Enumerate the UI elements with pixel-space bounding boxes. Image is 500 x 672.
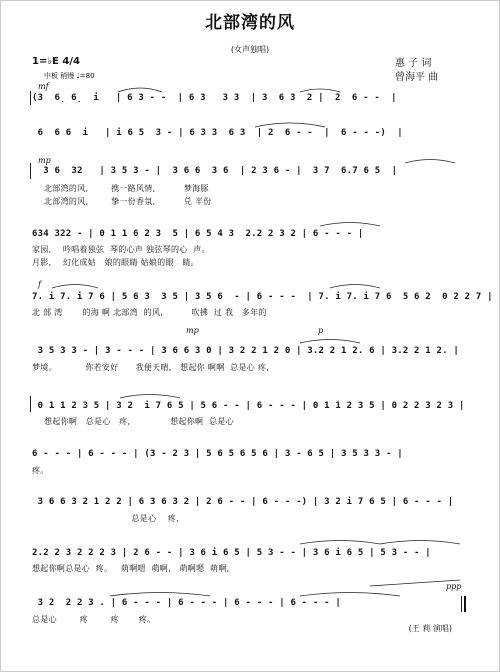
tempo-marking: 中板 稍慢 ♩=80 xyxy=(44,72,95,80)
final-barline xyxy=(461,596,462,612)
dynamic-mark: p xyxy=(318,326,324,335)
notation-line: 2.2 2 3 2 2 2 3 | 2 6 - - | 3 6 i 6 5 | 5 3 - - | 3 6 i 6 5 | 5 3 - - | xyxy=(32,548,431,558)
dynamic-mark: mp xyxy=(38,156,51,165)
notation-line: 3 2 2 2 3 . | 6 - - - | 6 - - - | 6 - - - | 6 - - - | xyxy=(32,598,342,608)
notation-line: 3 5 3 3 - | 3 - - - | 3 6 6 3 0 | 3 2 2 1 2 0 | 3.2 2 1 2. 6 | 3.2 2 1 2. | xyxy=(32,346,460,356)
notation-line: 6 - - - | 6 - - - | (3 - 2 3 | 5 6 5 6 5 6 | 3 - 6 5 | 3 5 3 3 - | xyxy=(32,449,403,459)
performer-credit: (王 莉 演唱) xyxy=(408,624,452,633)
barline xyxy=(30,163,31,179)
dynamic-mark: mf xyxy=(38,82,49,91)
subtitle: (女声独唱) xyxy=(230,45,270,54)
lyric-line: 想起你啊 总是心 疼, 想起你啊 总是心 xyxy=(44,417,234,426)
notation-line: 0 1 1 2 3 5 | 3 2 i 7 6 5 | 5 6 - - | 6 - - - | 0 1 1 2 3 5 | 0 2 2 3 2 3 | xyxy=(32,401,465,411)
lyric-line: 北部湾的风, 挚一份香氛, 兑 半份 xyxy=(44,197,212,206)
lyric-line: 月影, 幻化成姑 娘的眼睛 姑娘的眼 睛。 xyxy=(32,258,199,267)
barline xyxy=(30,91,31,105)
composer-credit: 曾海平 曲 xyxy=(395,72,439,83)
lyric-line: 梦境。 你若安好 我便天晴, 想起你 啊啊 总是心 疼, xyxy=(32,363,270,372)
dynamic-mark: ppp xyxy=(446,582,462,591)
dynamic-mark: mp xyxy=(186,326,199,335)
notation-line: 6 6 6 i | i 6 5 3 - | 6 3 3 6 3 | 2 6 - - | 6 - - -) | xyxy=(32,128,403,138)
lyric-line: 总是心 疼 疼 疼。 xyxy=(32,615,156,624)
lyric-line: 疼。 xyxy=(32,466,49,475)
key-signature: 1=♭E 4/4 xyxy=(32,56,80,67)
lyric-line: 总是心 疼, xyxy=(32,514,179,523)
lyric-line: 北 部 湾 的海 啊 北部湾 的风, 吹拂 过 我 多年的 xyxy=(32,308,267,317)
song-title: 北部湾的风 xyxy=(205,13,295,33)
dynamic-mark: f xyxy=(38,280,41,289)
lyric-line: 家园, 吟唱着独弦 琴的心声 独弦琴的心 声。 xyxy=(32,245,210,254)
notation-line: 3 6 6 3 2 1 2 2 | 6 3 6 3 2 | 2 6 - - | 6 - - -) | 3 2 i 7 6 5 | 6 - - - | xyxy=(32,497,454,507)
lyric-line: 北部湾的风, 携一路风情, 梦海豚 xyxy=(44,184,209,193)
notation-line: 7. i 7. i 7 6 | 5 6 3 3 5 | 3 5 6 - | 6 - - - | 7. i 7. i 7 6 5 6 2 0 2 2 7 | xyxy=(32,292,493,302)
notation-line: (3 6̣ 6̣ i | 6 3 - - | 6 3 3 3 | 3 6 3 2 | 2 6 - - | xyxy=(32,93,397,103)
notation-line: 3 6 32 | 3 5 3 - | 3 6 6 3 6 | 2 3 6 - | 3 7 6.7 6 5 | xyxy=(32,166,398,176)
final-barline xyxy=(464,596,466,612)
barline xyxy=(30,396,31,412)
notation-line: 634 322 - | 0 1 1 6 2 3 5 | 6 5 4 3 2.2 2 3 2 | 6 - - - | xyxy=(32,229,364,239)
lyric-line: 想起你啊总是心 疼。 萌啊嗯 萌啊, 萌啊嗯 萌啊, xyxy=(32,564,230,573)
lyricist-credit: 惠 子 词 xyxy=(395,58,432,69)
